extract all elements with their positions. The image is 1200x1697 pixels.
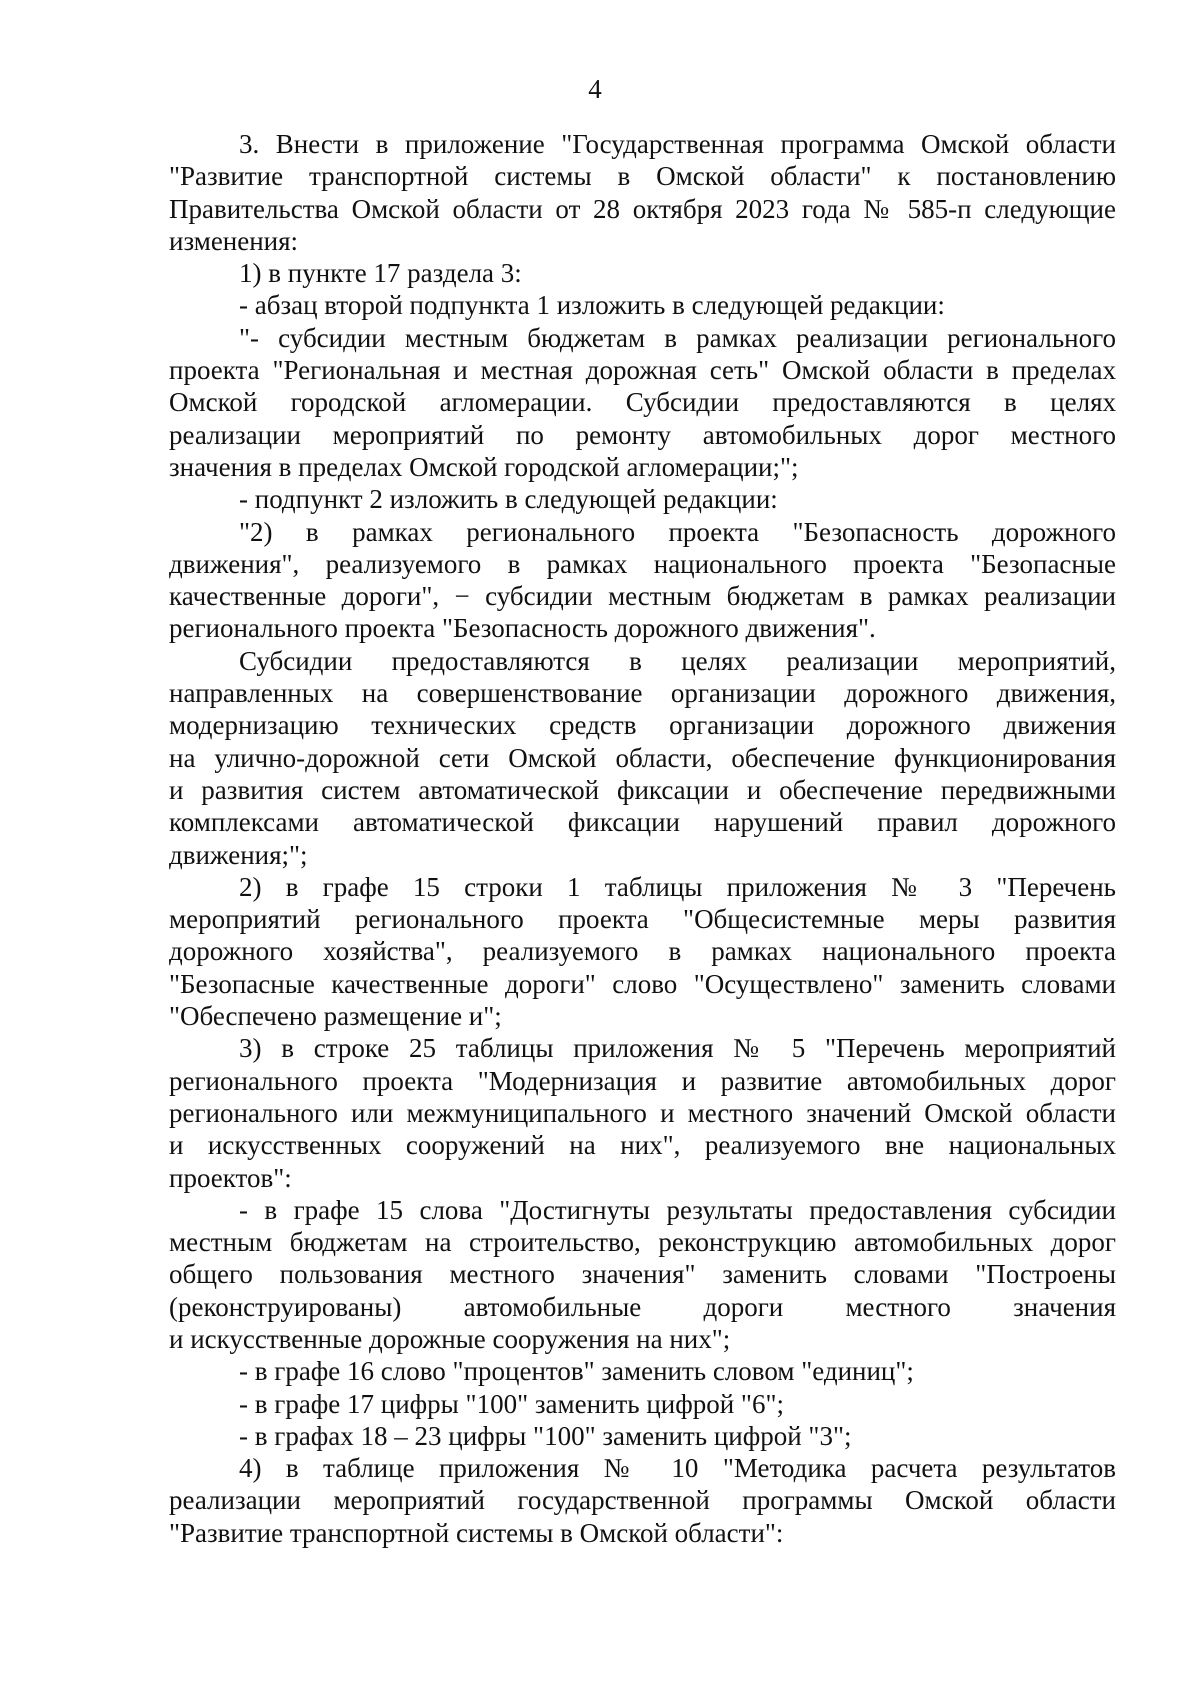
text-line: на улично-дорожной сети Омской области, обеспечение функционирования bbox=[169, 742, 1116, 773]
text-line: направленных на совершенствование организации дорожного движения, bbox=[169, 678, 1116, 709]
text-line: 2) в графе 15 строки 1 таблицы приложения № 3 "Перечень bbox=[239, 871, 1116, 902]
text-line: - в графе 16 слово "процентов" заменить словом "единиц"; bbox=[239, 1356, 914, 1387]
text-line: Правительства Омской области от 28 октября 2023 года № 585-п следующие bbox=[169, 193, 1116, 224]
text-line: "Безопасные качественные дороги" слово "Осуществлено" заменить словами bbox=[169, 968, 1116, 999]
text-line: - абзац второй подпункта 1 изложить в следующей редакции: bbox=[239, 290, 945, 321]
text-line: дорожного хозяйства", реализуемого в рамках национального проекта bbox=[169, 936, 1116, 967]
text-line: - в графе 17 цифры "100" заменить цифрой "6"; bbox=[239, 1388, 784, 1419]
text-line: регионального проекта "Безопасность дорожного движения". bbox=[169, 613, 876, 644]
text-line: - в графе 15 слова "Достигнуты результаты предоставления субсидии bbox=[239, 1194, 1116, 1225]
text-line: мероприятий регионального проекта "Общесистемные меры развития bbox=[169, 904, 1116, 935]
text-line: качественные дороги", − субсидии местным бюджетам в рамках реализации bbox=[169, 581, 1116, 612]
text-line: - подпункт 2 изложить в следующей редакции: bbox=[239, 484, 778, 515]
text-line: проекта "Региональная и местная дорожная сеть" Омской области в пределах bbox=[169, 355, 1116, 386]
text-line: и искусственные дорожные сооружения на них"; bbox=[169, 1323, 731, 1354]
page-number: 4 bbox=[588, 74, 602, 104]
text-line: и искусственных сооружений на них", реализуемого вне национальных bbox=[169, 1130, 1116, 1161]
text-line: изменения: bbox=[169, 225, 299, 256]
text-line: модернизацию технических средств организации дорожного движения bbox=[169, 710, 1116, 741]
text-line: значения в пределах Омской городской агломерации;"; bbox=[169, 451, 799, 482]
text-line: регионального проекта "Модернизация и развитие автомобильных дорог bbox=[169, 1065, 1116, 1096]
text-line: 1) в пункте 17 раздела 3: bbox=[239, 258, 522, 289]
text-line: комплексами автоматической фиксации нарушений правил дорожного bbox=[169, 807, 1116, 838]
text-line: реализации мероприятий по ремонту автомобильных дорог местного bbox=[169, 419, 1116, 450]
text-line: 4) в таблице приложения № 10 "Методика расчета результатов bbox=[239, 1453, 1116, 1484]
text-line: реализации мероприятий государственной программы Омской области bbox=[169, 1485, 1116, 1516]
text-line: общего пользования местного значения" заменить словами "Построены bbox=[169, 1259, 1116, 1290]
text-line: движения", реализуемого в рамках национального проекта "Безопасные bbox=[169, 548, 1116, 579]
text-line: Омской городской агломерации. Субсидии предоставляются в целях bbox=[169, 387, 1116, 418]
text-line: проектов": bbox=[169, 1162, 292, 1193]
text-line: Субсидии предоставляются в целях реализации мероприятий, bbox=[239, 645, 1116, 676]
text-line: (реконструированы) автомобильные дороги местного значения bbox=[169, 1291, 1116, 1322]
text-line: 3. Внести в приложение "Государственная программа Омской области bbox=[239, 129, 1116, 159]
text-line: и развития систем автоматической фиксации и обеспечение передвижными bbox=[169, 774, 1116, 805]
text-line: "Развитие транспортной системы в Омской области" к постановлению bbox=[169, 161, 1116, 192]
text-line: - в графах 18 – 23 цифры "100" заменить цифрой "3"; bbox=[239, 1420, 852, 1451]
text-line: движения;"; bbox=[169, 839, 308, 870]
text-line: "2) в рамках регионального проекта "Безопасность дорожного bbox=[239, 516, 1116, 547]
text-line: "- субсидии местным бюджетам в рамках реализации регионального bbox=[239, 322, 1116, 353]
text-line: "Развитие транспортной системы в Омской области": bbox=[169, 1517, 784, 1548]
text-line: местным бюджетам на строительство, реконструкцию автомобильных дорог bbox=[169, 1227, 1116, 1258]
text-line: регионального или межмуниципального и местного значений Омской области bbox=[169, 1097, 1116, 1128]
text-line: 3) в строке 25 таблицы приложения № 5 "Перечень мероприятий bbox=[239, 1033, 1116, 1064]
text-line: "Обеспечено размещение и"; bbox=[169, 1001, 502, 1032]
document-body bbox=[169, 128, 1116, 1549]
